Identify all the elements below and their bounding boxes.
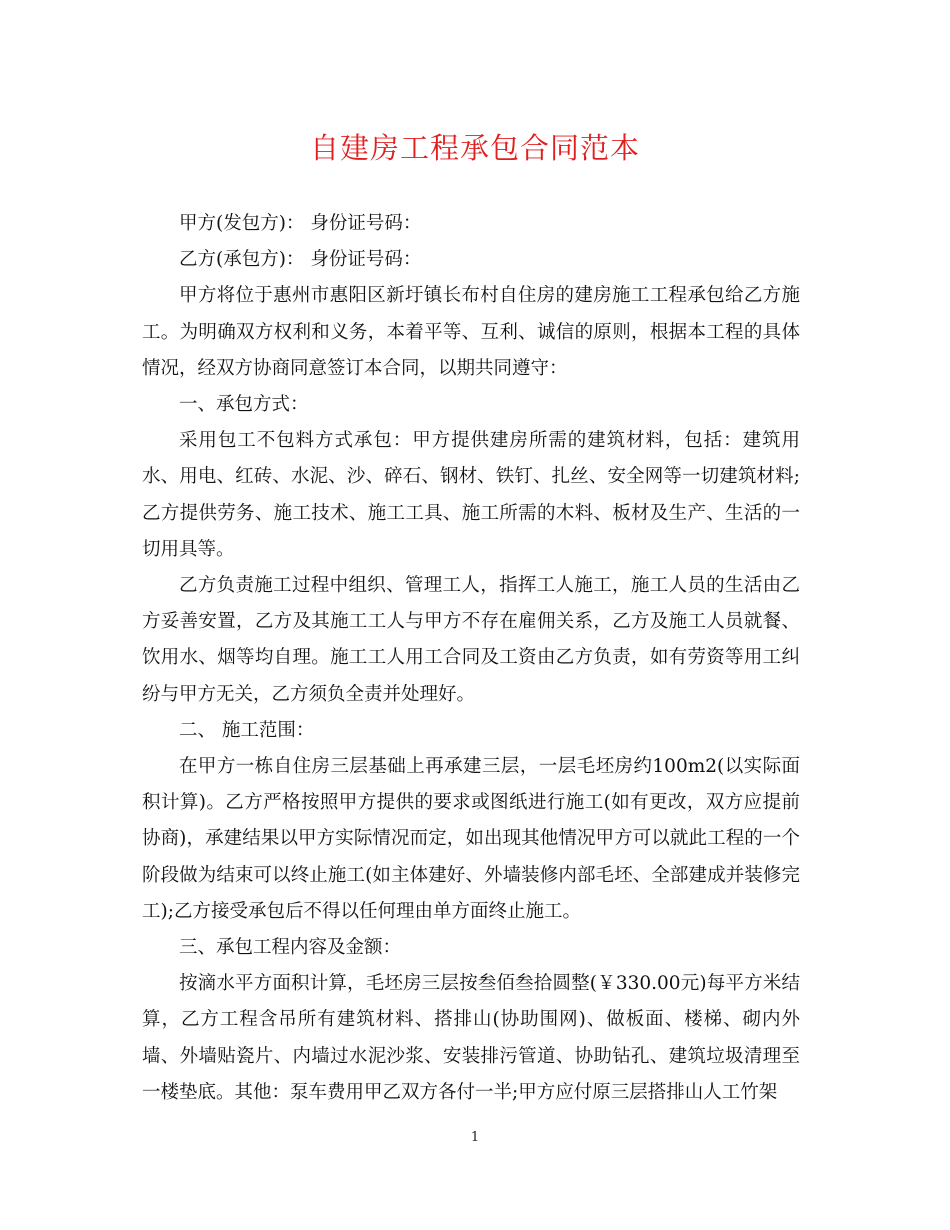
section-1-paragraph-1: 采用包工不包料方式承包：甲方提供建房所需的建筑材料，包括：建筑用水、用电、红砖、水泥、沙、碎石、钢材、铁钉、扎丝、安全网等一切建筑材料;乙方提供劳务、施工技术、施工工具、施工所需的木料、板材及生产、生活的一切用具等。 xyxy=(142,430,800,560)
section-3-paragraph: 按滴水平方面积计算，毛坯房三层按叁佰叁拾圆整(￥330.00元)每平方米结算，乙方工程含吊所有建筑材料、搭排山(协助围网)、做板面、楼梯、砌内外墙、外墙贴瓷片、内墙过水泥沙浆、安装排污管道、协助钻孔、建筑垃圾清理至一楼垫底。其他：泵车费用甲乙双方各付一半;甲方应付原三层搭排山人工竹架 xyxy=(142,973,800,1103)
section-1-paragraph-2: 乙方负责施工过程中组织、管理工人，指挥工人施工，施工人员的生活由乙方妥善安置，乙方及其施工工人与甲方不存在雇佣关系，乙方及施工人员就餐、饮用水、烟等均自理。施工工人用工合同及工资由乙方负责，如有劳资等用工纠纷与甲方无关，乙方须负全责并处理好。 xyxy=(142,575,800,705)
page-number: 1 xyxy=(470,1130,480,1145)
party-a-line: 甲方(发包方)： 身份证号码： xyxy=(179,213,422,234)
document-title: 自建房工程承包合同范本 xyxy=(309,131,640,165)
party-b-line: 乙方(承包方)： 身份证号码： xyxy=(179,249,422,271)
section-heading-1: 一、承包方式： xyxy=(179,394,309,416)
intro-paragraph: 甲方将位于惠州市惠阳区新圩镇长布村自住房的建房施工工程承包给乙方施工。为明确双方权利和义务，本着平等、互利、诚信的原则，根据本工程的具体情况，经双方协商同意签订本合同，以期共同遵守： xyxy=(142,285,800,379)
section-heading-3: 三、承包工程内容及金额： xyxy=(179,937,402,959)
section-heading-2: 二、 施工范围： xyxy=(179,719,315,741)
section-2-paragraph: 在甲方一栋自住房三层基础上再承建三层，一层毛坯房约100m2(以实际面积计算)。乙方严格按照甲方提供的要求或图纸进行施工(如有更改，双方应提前协商)，承建结果以甲方实际情况而定，如出现其他情况甲方可以就此工程的一个阶段做为结束可以终止施工(如主体建好、外墙装修内部毛坯、全部建成并装修完工);乙方接受承包后不得以任何理由单方面终止施工。 xyxy=(142,756,800,922)
document-body xyxy=(142,206,800,1111)
